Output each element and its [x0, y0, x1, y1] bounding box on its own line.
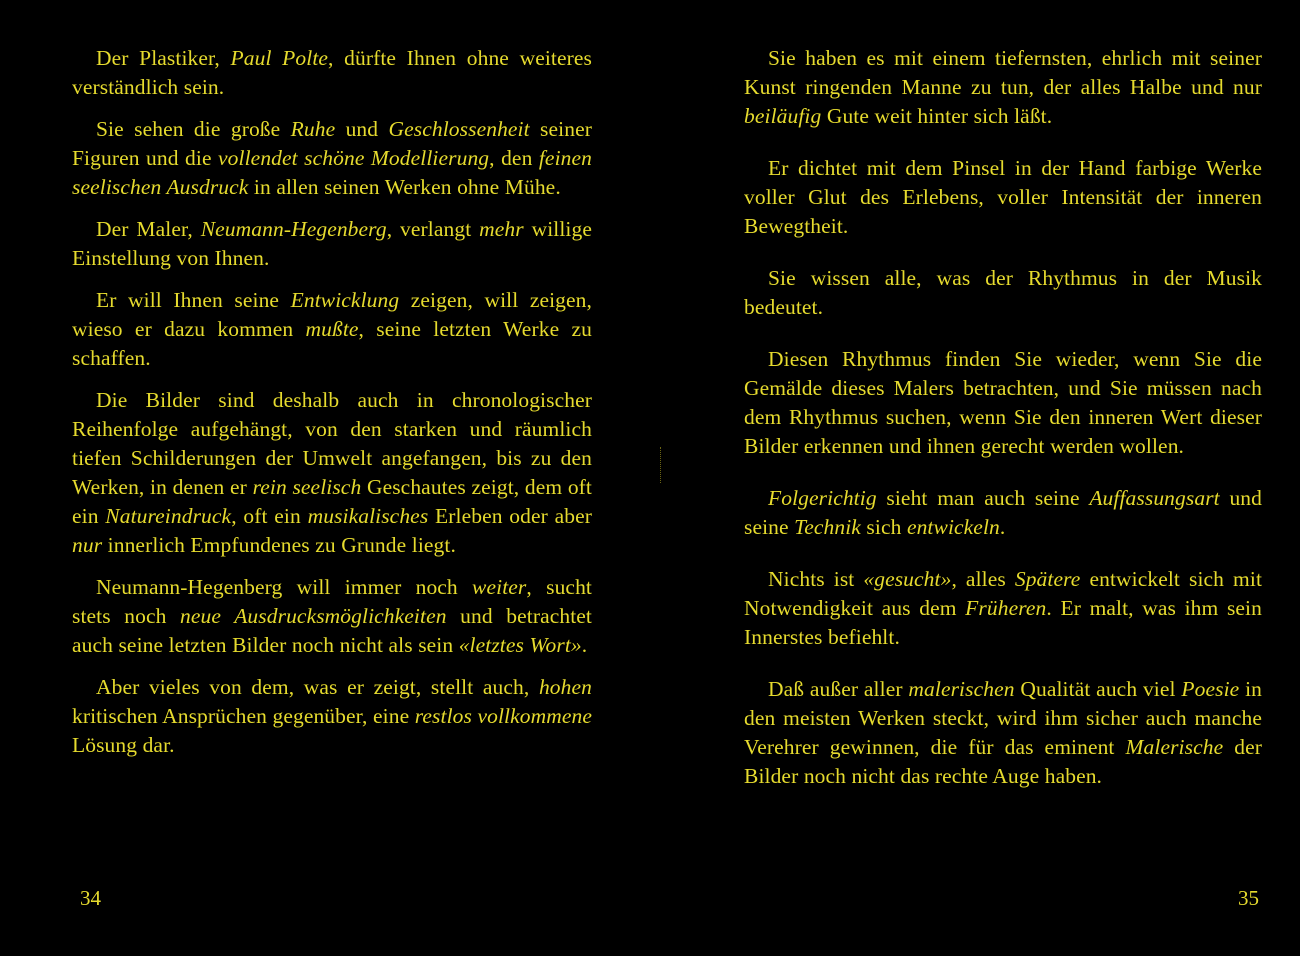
gutter-divider	[660, 447, 662, 483]
italic-text: malerischen	[908, 677, 1015, 701]
right-page	[744, 44, 1262, 814]
page-number-left: 34	[80, 886, 101, 910]
text-run: Qualität auch viel	[1014, 677, 1182, 701]
text-run: entwickelt sich mit Notwendigkeit aus dem	[744, 567, 1263, 620]
text-run: in den meisten Werken steckt, wird ihm sicher auch manche Verehrer gewinnen, die für das eminent	[744, 677, 1262, 759]
text-run: sieht man auch seine	[876, 486, 1090, 510]
text-run: .	[581, 633, 588, 657]
italic-text: musikalisches	[307, 504, 429, 528]
paragraph	[72, 215, 592, 273]
italic-text: neue Ausdrucksmöglichkeiten	[180, 604, 447, 628]
page-number-right: 35	[1238, 886, 1259, 910]
text-run: , den	[489, 146, 539, 170]
text-run: innerlich Empfundenes zu Grunde liegt.	[102, 533, 456, 557]
text-run: Aber vieles von dem, was er zeigt, stellt auch,	[96, 675, 539, 699]
text-run: willige Einstellung von Ihnen.	[72, 217, 593, 270]
text-run: Sie wissen alle, was der Rhythmus in der Musik bedeutet.	[744, 266, 1262, 319]
italic-text: hohen	[538, 675, 592, 699]
text-run: seiner Figuren und die	[72, 117, 592, 170]
paragraph	[72, 573, 592, 660]
text-run: .	[999, 515, 1006, 539]
text-run: Gute weit hinter sich läßt.	[821, 104, 1053, 128]
paragraph	[744, 484, 1262, 542]
text-run: , alles	[951, 567, 1015, 591]
text-run: der Bilder noch nicht das rechte Auge haben.	[744, 735, 1262, 788]
text-run: und	[335, 117, 389, 141]
italic-text: vollendet schöne Modellierung	[218, 146, 490, 170]
text-run: , sucht stets noch	[72, 575, 592, 628]
text-run: Neumann-Hegenberg will immer noch	[96, 575, 473, 599]
paragraph	[744, 345, 1262, 461]
italic-text: feinen seelischen Ausdruck	[72, 146, 592, 199]
italic-text: Technik	[794, 515, 861, 539]
italic-text: entwickeln	[906, 515, 1000, 539]
italic-text: Geschlossenheit	[388, 117, 530, 141]
text-run: Sie sehen die große	[96, 117, 291, 141]
italic-text: Paul Polte	[230, 46, 329, 70]
text-run: , dürfte Ihnen ohne weiteres verständlich sein.	[72, 46, 592, 99]
paragraph	[744, 565, 1262, 652]
italic-text: Ruhe	[290, 117, 336, 141]
paragraph	[72, 286, 592, 373]
italic-text: «letztes Wort»	[458, 633, 582, 657]
text-run: Der Plastiker,	[96, 46, 231, 70]
text-run: Daß außer aller	[768, 677, 909, 701]
italic-text: Spätere	[1014, 567, 1081, 591]
paragraph	[72, 44, 592, 102]
italic-text: beiläufig	[744, 104, 822, 128]
text-run: sich	[860, 515, 907, 539]
italic-text: restlos vollkommene	[414, 704, 592, 728]
paragraph	[72, 115, 592, 202]
italic-text: mußte	[305, 317, 359, 341]
italic-text: weiter	[472, 575, 527, 599]
italic-text: Folgerichtig	[768, 486, 877, 510]
text-run: . Er malt, was ihm sein Innerstes befiehlt.	[744, 596, 1262, 649]
text-run: , verlangt	[386, 217, 480, 241]
text-run: kritischen Ansprüchen gegenüber, eine	[72, 704, 415, 728]
italic-text: Neumann-Hegenberg	[200, 217, 387, 241]
paragraph	[72, 386, 592, 560]
text-run: Er will Ihnen seine	[96, 288, 291, 312]
italic-text: «gesucht»	[863, 567, 952, 591]
italic-text: mehr	[479, 217, 524, 241]
italic-text: Natureindruck	[105, 504, 232, 528]
italic-text: nur	[72, 533, 103, 557]
paragraph	[744, 675, 1262, 791]
text-run: in allen seinen Werken ohne Mühe.	[248, 175, 561, 199]
text-run: , seine letzten Werke zu schaffen.	[72, 317, 592, 370]
paragraph	[72, 673, 592, 760]
text-run: Sie haben es mit einem tiefernsten, ehrlich mit seiner Kunst ringenden Manne zu tun, der alles Halbe und nur	[744, 46, 1262, 99]
paragraph	[744, 264, 1262, 322]
paragraph	[744, 154, 1262, 241]
text-run: Er dichtet mit dem Pinsel in der Hand farbige Werke voller Glut des Erlebens, voller Intensität der inneren Bewegtheit.	[744, 156, 1262, 238]
italic-text: Früheren	[965, 596, 1047, 620]
text-run: und seine	[744, 486, 1262, 539]
italic-text: rein seelisch	[252, 475, 362, 499]
text-run: und betrachtet auch seine letzten Bilder noch nicht als sein	[72, 604, 592, 657]
italic-text: Poesie	[1181, 677, 1240, 701]
text-run: zeigen, will zeigen, wieso er dazu kommen	[72, 288, 593, 341]
italic-text: Malerische	[1125, 735, 1224, 759]
text-run: Lösung dar.	[72, 733, 175, 757]
text-run: Erleben oder aber	[428, 504, 592, 528]
paragraph	[744, 44, 1262, 131]
text-run: Die Bilder sind deshalb auch in chronologischer Reihenfolge aufgehängt, von den starken und räumlich tiefen Schilderungen der Umwelt angefangen, bis zu den Werken, in denen er	[72, 388, 592, 499]
text-run: Der Maler,	[96, 217, 201, 241]
text-run: Nichts ist	[768, 567, 864, 591]
text-run: Geschautes zeigt, dem oft ein	[72, 475, 592, 528]
text-run: Diesen Rhythmus finden Sie wieder, wenn Sie die Gemälde dieses Malers betrachten, und Sie müssen nach dem Rhythmus suchen, wenn Sie den inneren Wert dieser Bilder erkennen und ihnen gerecht werden wollen.	[744, 347, 1262, 458]
italic-text: Entwicklung	[290, 288, 400, 312]
text-run: , oft ein	[231, 504, 308, 528]
left-page	[72, 44, 592, 773]
italic-text: Auffassungsart	[1089, 486, 1220, 510]
